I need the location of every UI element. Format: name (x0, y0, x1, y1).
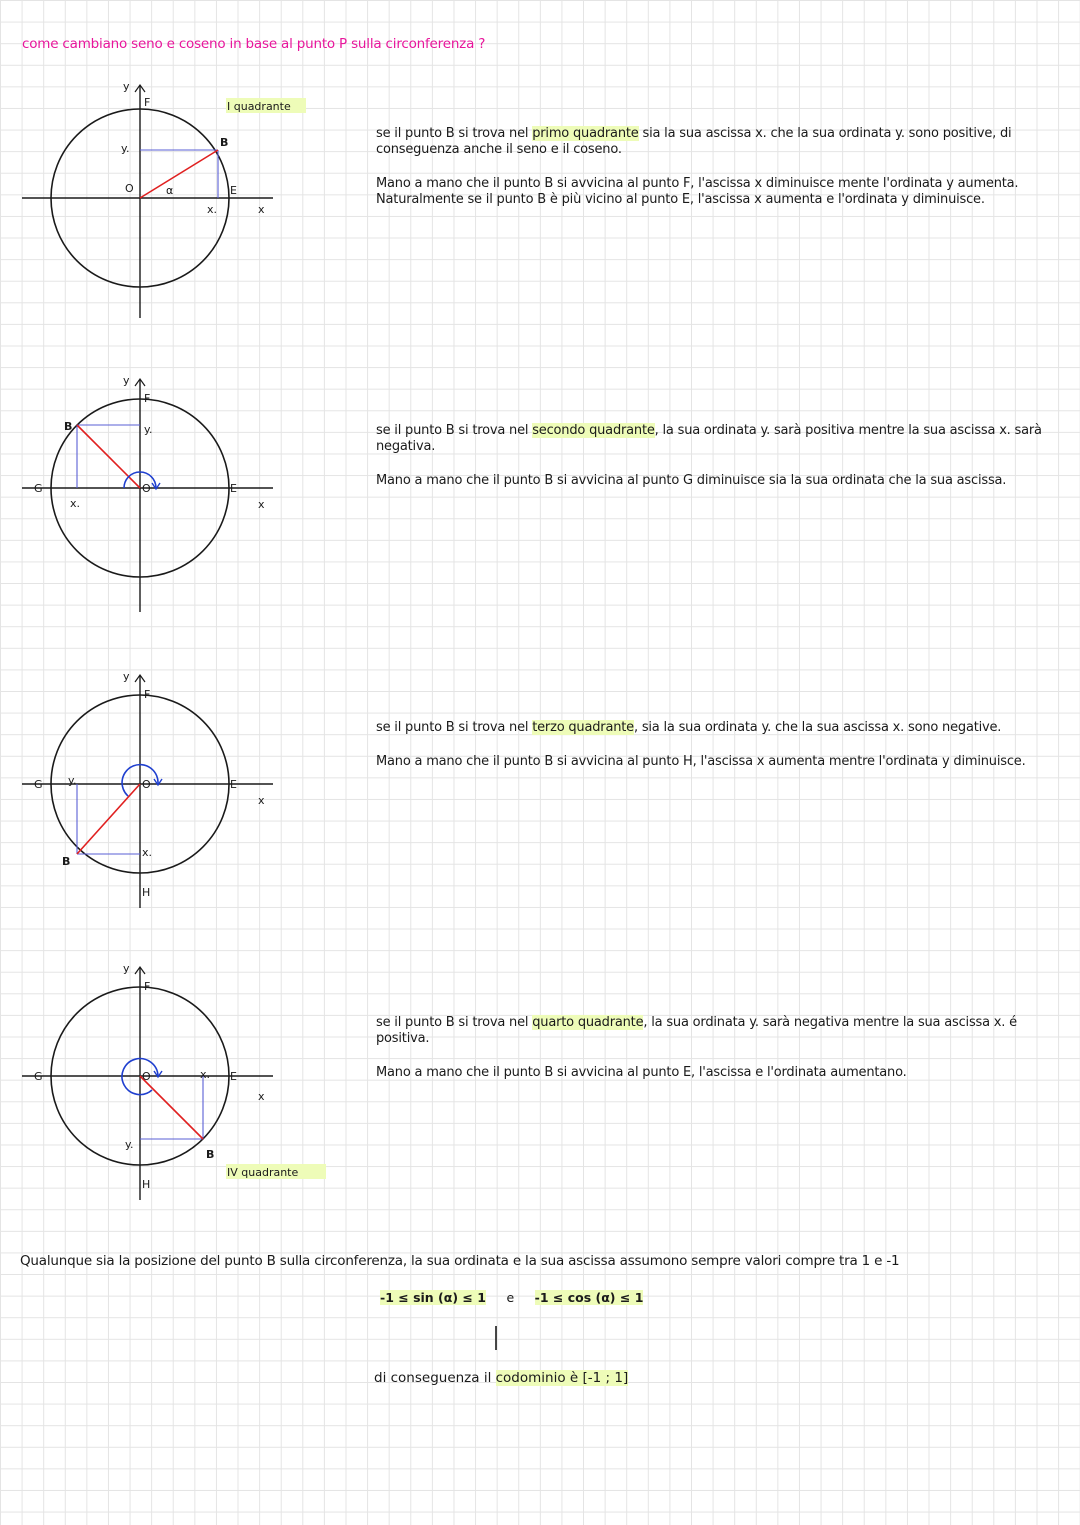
x-axis-label: x (258, 203, 265, 216)
section-second-quadrant (376, 423, 1056, 507)
para-movement (376, 176, 1056, 208)
x-axis-label: x (258, 1090, 265, 1103)
x0-label: x. (142, 846, 153, 859)
text-segment: , la sua ordinata y. sarà negativa mentre la sua ascissa x. é positiva. (376, 1015, 1017, 1046)
text-segment: se il punto B si trova nel (376, 1015, 533, 1030)
page-title: come cambiano seno e coseno in base al punto P sulla circonferenza ? (22, 36, 486, 52)
text-segment: sia la sua ascissa x. che la sua ordinata y. sono positive, di conseguenza anche il seno e il coseno. (376, 126, 1012, 157)
text-segment: Mano a mano che il punto B si avvicina al punto G diminuisce sia la sua ordinata che la sua ascissa. (376, 473, 1007, 488)
unit-circle-diagram-q4 (18, 958, 338, 1218)
point-g-label: G (34, 482, 43, 495)
y-axis-label: y (123, 962, 130, 975)
radius-ob (140, 1076, 203, 1139)
y0-label: y. (68, 774, 77, 787)
y-axis-label: y (123, 374, 130, 387)
point-b-label: B (64, 420, 73, 433)
point-h-label: H (142, 886, 151, 899)
y0-label: y. (121, 142, 130, 155)
para-sign (376, 720, 1056, 736)
x-axis-label: x (258, 498, 265, 511)
highlighted-text: quarto quadrante (532, 1015, 644, 1030)
point-f-label: F (144, 392, 151, 405)
origin-label: O (125, 182, 134, 195)
text-segment: , la sua ordinata y. sarà positiva mentre la sua ascissa x. sarà negativa. (376, 423, 1042, 454)
text-segment: , sia la sua ordinata y. che la sua ascissa x. sono negative. (633, 720, 1002, 735)
conclusion-text (374, 1370, 628, 1386)
highlighted-text: secondo quadrante (532, 423, 655, 438)
radius-ob (77, 425, 140, 488)
point-e-label: E (230, 1070, 237, 1083)
point-f-label: F (144, 980, 151, 993)
point-e-label: E (230, 184, 237, 197)
cos-range-formula: -1 ≤ cos (α) ≤ 1 (534, 1290, 644, 1305)
conclusion-prefix: di conseguenza il (374, 1370, 496, 1386)
para-sign (376, 423, 1056, 455)
unit-circle-diagram-q3 (18, 666, 338, 926)
text-segment: Mano a mano che il punto B si avvicina al punto E, l'ascissa e l'ordinata aumentano. (376, 1065, 907, 1080)
radius-ob (140, 150, 218, 198)
highlighted-text: terzo quadrante (532, 720, 634, 735)
para-sign (376, 1015, 1056, 1047)
point-f-label: F (144, 96, 151, 109)
quadrant-label: I quadrante (227, 100, 291, 113)
point-g-label: G (34, 778, 43, 791)
y-axis-label: y (123, 670, 130, 683)
x-axis-label: x (258, 794, 265, 807)
point-h-label: H (142, 1178, 151, 1191)
point-g-label: G (34, 1070, 43, 1083)
x0-label: x. (70, 497, 81, 510)
para-movement (376, 1065, 1056, 1081)
text-segment: Mano a mano che il punto B si avvicina al punto H, l'ascissa x aumenta mentre l'ordinata y diminuisce. (376, 754, 1026, 769)
origin-label: O (142, 1070, 151, 1083)
summary-text: Qualunque sia la posizione del punto B sulla circonferenza, la sua ordinata e la sua ascissa assumono sempre valori compre tra 1 e -1 (20, 1253, 900, 1269)
section-third-quadrant (376, 720, 1056, 788)
unit-circle-diagram-q1 (18, 76, 338, 336)
origin-label: O (142, 778, 151, 791)
sin-range-formula: -1 ≤ sin (α) ≤ 1 (380, 1290, 486, 1305)
highlighted-text: primo quadrante (532, 126, 639, 141)
point-f-label: F (144, 688, 151, 701)
y0-label: y. (125, 1138, 134, 1151)
alpha-label: α (166, 184, 174, 197)
text-segment: se il punto B si trova nel (376, 423, 533, 438)
y-axis-label: y (123, 80, 130, 93)
section-first-quadrant (376, 126, 1056, 226)
down-arrow-icon (494, 1326, 498, 1350)
codomain-highlight: codominio è [-1 ; 1] (495, 1370, 629, 1386)
formula-row (380, 1290, 643, 1305)
point-b-label: B (62, 855, 71, 868)
point-b-label: B (220, 136, 229, 149)
y0-label: y. (144, 423, 153, 436)
and-label: e (506, 1290, 515, 1305)
text-segment: Mano a mano che il punto B si avvicina al punto F, l'ascissa x diminuisce mente l'ordinata y aumenta. Naturalmente se il punto B è più vicino al punto E, l'ascissa x aumenta e l'ordinata y diminuisce. (376, 176, 1019, 207)
unit-circle-diagram-q2 (18, 370, 338, 630)
x0-label: x. (200, 1068, 211, 1081)
origin-label: O (142, 482, 151, 495)
x0-label: x. (207, 203, 218, 216)
para-sign (376, 126, 1056, 158)
section-fourth-quadrant (376, 1015, 1056, 1099)
point-e-label: E (230, 778, 237, 791)
quadrant-label: IV quadrante (227, 1166, 299, 1179)
para-movement (376, 473, 1056, 489)
point-b-label: B (206, 1148, 215, 1161)
text-segment: se il punto B si trova nel (376, 720, 533, 735)
para-movement (376, 754, 1056, 770)
point-e-label: E (230, 482, 237, 495)
radius-ob (77, 784, 140, 854)
text-segment: se il punto B si trova nel (376, 126, 533, 141)
